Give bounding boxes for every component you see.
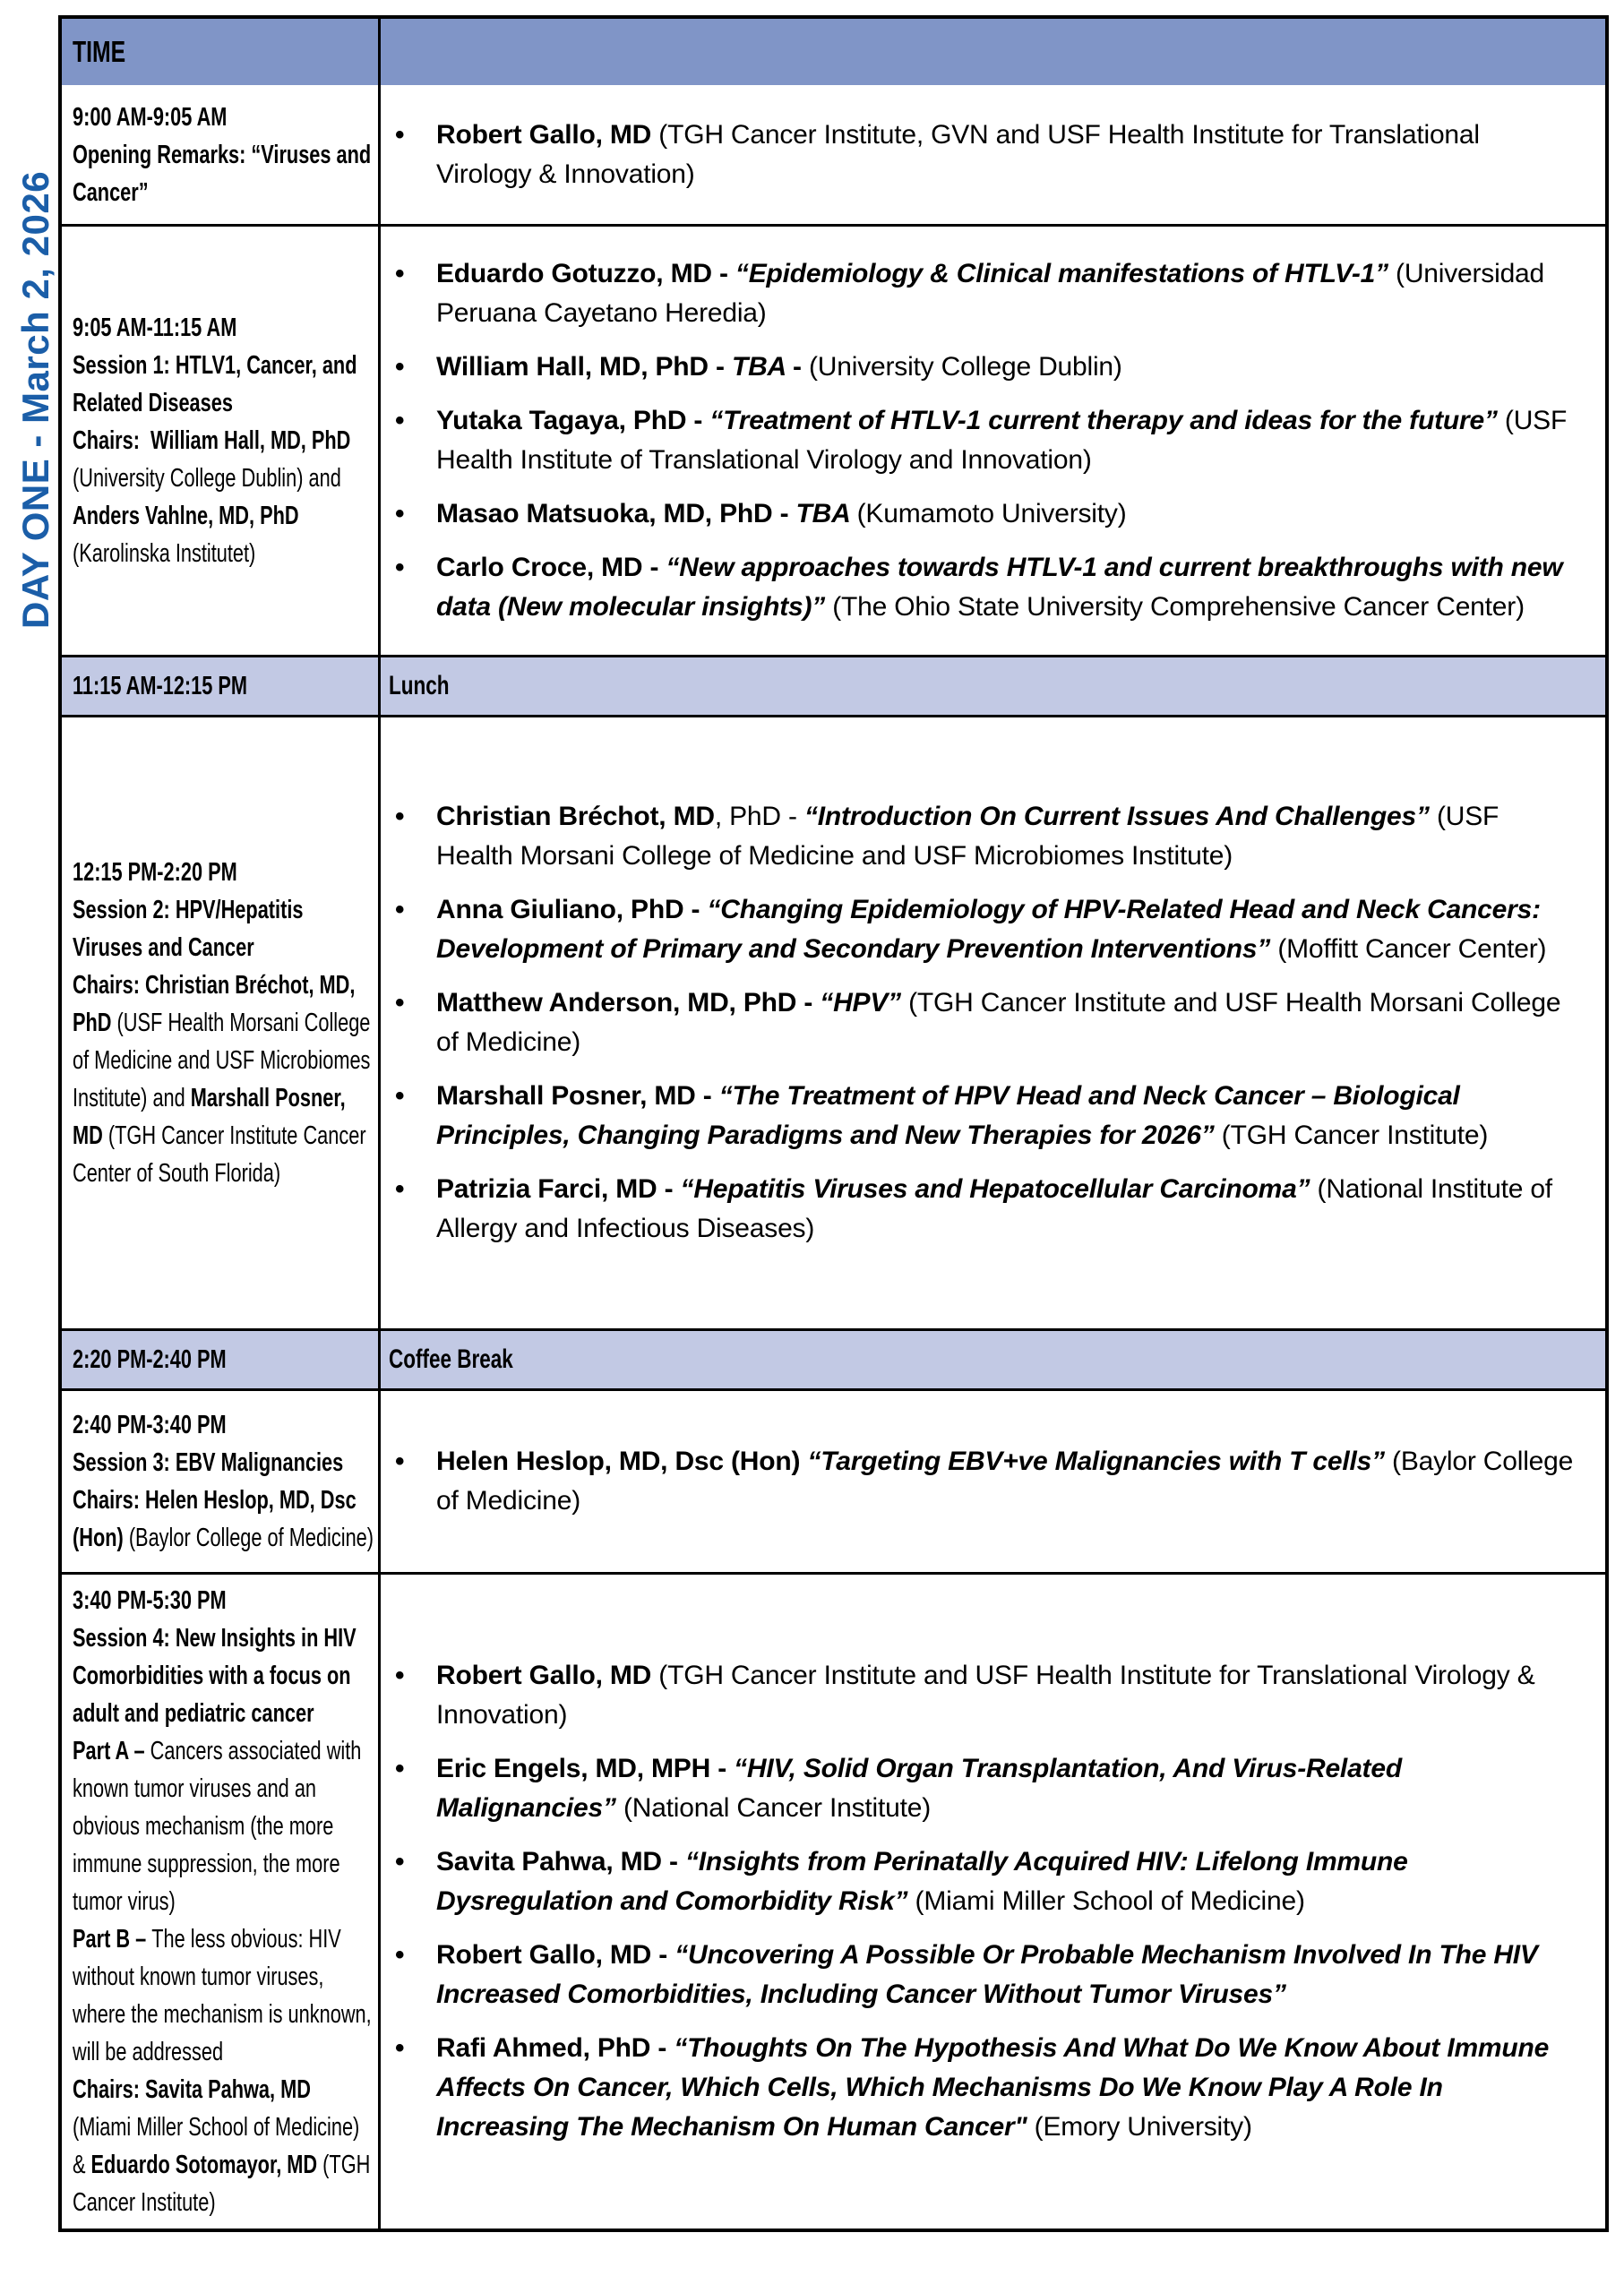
text-segment: “Treatment of HTLV-1 current therapy and ideas for the future” [709, 406, 1505, 435]
text-segment: Robert Gallo, MD [436, 119, 659, 150]
bullet-text [436, 1170, 1580, 1249]
text-segment: (USF Health Institute of Translational Virology and Innovation) [436, 406, 1568, 475]
bullet-marker: • [395, 988, 405, 1018]
time-cell-session4 [62, 1575, 381, 2229]
time-cell-coffee [62, 1331, 381, 1388]
speaker-list [381, 1656, 1580, 2147]
time-header-label: TIME [73, 35, 126, 68]
speaker-list [381, 797, 1580, 1249]
text-segment: Matthew Anderson, MD, PhD - [436, 988, 821, 1018]
time-paragraph [73, 1619, 374, 1732]
content-cell-session3 [381, 1391, 1605, 1572]
text-segment: “Insights from Perinatally Acquired HIV: Lifelong Immune Dysregulation and Comorbidity Risk” [436, 1847, 1408, 1916]
text-segment: Anna Giuliano, PhD - [436, 895, 708, 924]
bullet-item [381, 890, 1580, 969]
text-segment: Christian Bréchot, MD [436, 802, 715, 831]
text-segment: “Changing Epidemiology of HPV-Related Head and Neck Cancers: Development of Primary and Secondary Prevention Interventions” [436, 895, 1541, 964]
text-segment: TBA [795, 499, 857, 528]
text-segment: Eduardo Gotuzzo, MD - [436, 259, 735, 288]
bullet-text [436, 116, 1580, 194]
bullet-item [381, 1842, 1580, 1921]
text-segment: “HPV” [820, 988, 909, 1018]
time-text [73, 1406, 374, 1557]
table-row-coffee [62, 1328, 1605, 1388]
bullet-text [436, 1442, 1580, 1521]
bullet-item [381, 348, 1580, 387]
text-segment: 9:00 AM-9:05 AM [73, 102, 228, 132]
bullet-marker: • [395, 352, 405, 382]
text-segment: Helen Heslop, MD, Dsc (Hon) [436, 1447, 808, 1476]
text-segment: Eduardo Sotomayor, MD [90, 2151, 323, 2179]
text-segment: Rafi Ahmed, PhD - [436, 2033, 675, 2063]
text-segment: Savita Pahwa, MD - [436, 1847, 685, 1876]
text-segment: (National Institute of Allergy and Infectious Diseases) [436, 1174, 1552, 1243]
bullet-text [436, 983, 1580, 1062]
text-segment: (Karolinska Institutet) [73, 539, 256, 568]
time-cell-opening [62, 85, 381, 224]
time-paragraph [73, 1444, 374, 1481]
bullet-text [436, 1842, 1580, 1921]
time-paragraph [73, 422, 374, 572]
text-segment: 9:05 AM-11:15 AM [73, 313, 237, 342]
bullet-text [436, 1077, 1580, 1155]
table-row-lunch [62, 655, 1605, 715]
table-row-session4 [62, 1572, 1605, 2229]
text-segment: (University College Dublin) and [73, 464, 341, 493]
speaker-list [381, 116, 1580, 194]
time-paragraph [73, 1732, 374, 1920]
text-segment: , PhD - [714, 802, 804, 831]
text-segment: (TGH Cancer Institute, GVN and USF Health Institute for Translational Virology & Innovation) [436, 119, 1480, 189]
text-segment: (TGH Cancer Institute) [73, 2151, 371, 2217]
bullet-item [381, 2029, 1580, 2147]
bullet-marker: • [395, 1754, 405, 1783]
text-segment: “The Treatment of HPV Head and Neck Cancer – Biological Principles, Changing Paradigms and New Therapies for 2026” [436, 1081, 1460, 1150]
bullet-item [381, 797, 1580, 876]
bullet-marker: • [395, 802, 405, 831]
text-segment: “Thoughts On The Hypothesis And What Do We Know About Immune Affects On Cancer, Which Cells, Which Mechanisms Do We Know Play A Role In Increasing The Mechanism On Human Cancer" [436, 2033, 1550, 2142]
text-segment: (Moffitt Cancer Center) [1277, 934, 1547, 964]
bullet-marker: • [395, 1447, 405, 1476]
schedule-body [62, 85, 1605, 2229]
content-cell-coffee [381, 1331, 1605, 1388]
time-text [73, 99, 374, 211]
bullet-text [436, 494, 1580, 534]
text-segment: “Introduction On Current Issues And Challenges” [803, 802, 1437, 831]
bullet-marker: • [395, 406, 405, 435]
bullet-item [381, 1936, 1580, 2014]
text-segment: Session 3: EBV Malignancies [73, 1448, 344, 1477]
content-cell-session4 [381, 1575, 1605, 2229]
text-segment: Yutaka Tagaya, PhD - [436, 406, 710, 435]
text-segment: (Emory University) [1034, 2112, 1252, 2142]
text-segment: “Hepatitis Viruses and Hepatocellular Carcinoma” [680, 1174, 1318, 1204]
bullet-marker: • [395, 1661, 405, 1690]
time-text [73, 1582, 374, 2221]
text-segment: 12:15 PM-2:20 PM [73, 858, 237, 887]
text-segment: 3:40 PM-5:30 PM [73, 1586, 227, 1615]
text-segment: - [793, 352, 809, 382]
bullet-item [381, 983, 1580, 1062]
table-row-session1 [62, 224, 1605, 655]
text-segment: The less obvious: HIV without known tumor viruses, where the mechanism is unknown, will be addressed [73, 1925, 372, 2066]
text-segment: Carlo Croce, MD - [436, 553, 666, 582]
text-segment: 2:20 PM-2:40 PM [73, 1345, 227, 1374]
time-text [73, 667, 374, 705]
table-header-row [62, 19, 1605, 85]
bullet-marker: • [395, 1081, 405, 1111]
time-paragraph [73, 1582, 374, 1619]
time-paragraph [73, 309, 374, 347]
break-label-coffee: Coffee Break [389, 1344, 513, 1374]
bullet-marker: • [395, 553, 405, 582]
text-segment: William Hall, MD, PhD - [436, 352, 732, 382]
bullet-text [436, 2029, 1580, 2147]
schedule-table [58, 15, 1609, 2232]
text-segment: 2:40 PM-3:40 PM [73, 1411, 227, 1439]
text-segment: Chairs: Savita Pahwa, MD [73, 2075, 311, 2104]
bullet-text [436, 254, 1580, 333]
text-segment: 11:15 AM-12:15 PM [73, 672, 248, 700]
text-segment: “Uncovering A Possible Or Probable Mechanism Involved In The HIV Increased Comorbidities, Including Cancer Without Tumor Viruses” [436, 1940, 1538, 2009]
text-segment: Chairs: Helen Heslop, MD, Dsc (Hon) [73, 1486, 357, 1552]
bullet-item [381, 1656, 1580, 1735]
text-segment: (National Cancer Institute) [623, 1793, 932, 1823]
text-segment: (USF Health Morsani College of Medicine and USF Microbiomes Institute) and [73, 1009, 371, 1112]
bullet-text [436, 548, 1580, 627]
bullet-marker: • [395, 1940, 405, 1970]
text-segment: (TGH Cancer Institute) [1221, 1121, 1489, 1150]
content-cell-session2 [381, 717, 1605, 1328]
time-paragraph [73, 1920, 374, 2071]
bullet-item [381, 494, 1580, 534]
header-content-cell [381, 19, 1605, 85]
text-segment: “New approaches towards HTLV-1 and current breakthroughs with new data (New molecular insights)” [436, 553, 1563, 622]
bullet-text [436, 1656, 1580, 1735]
bullet-text [436, 401, 1580, 480]
time-paragraph [73, 1341, 374, 1378]
text-segment: (The Ohio State University Comprehensive Cancer Center) [832, 592, 1525, 622]
text-segment: (Baylor College of Medicine) [128, 1524, 374, 1552]
content-cell-lunch [381, 657, 1605, 715]
day-banner: DAY ONE - March 2, 2026 [14, 170, 56, 629]
bullet-marker: • [395, 2033, 405, 2063]
bullet-marker: • [395, 499, 405, 528]
text-segment: (Kumamoto University) [856, 499, 1127, 528]
bullet-text [436, 348, 1580, 387]
time-cell-session2 [62, 717, 381, 1328]
speaker-list [381, 1442, 1580, 1521]
time-paragraph [73, 891, 374, 966]
bullet-item [381, 548, 1580, 627]
text-segment: Chairs: William Hall, MD, PhD [73, 426, 351, 455]
bullet-item [381, 116, 1580, 194]
time-cell-session3 [62, 1391, 381, 1572]
time-text [73, 854, 374, 1192]
bullet-marker: • [395, 1847, 405, 1876]
text-segment: Part B – [73, 1925, 152, 1954]
text-segment: (Universidad Peruana Cayetano Heredia) [436, 259, 1545, 328]
speaker-list [381, 254, 1580, 627]
time-paragraph [73, 2071, 374, 2221]
text-segment: Session 2: HPV/Hepatitis Viruses and Cancer [73, 896, 304, 962]
bullet-marker: • [395, 119, 405, 150]
table-row-session2 [62, 715, 1605, 1328]
bullet-item [381, 1749, 1580, 1828]
bullet-text [436, 890, 1580, 969]
time-text [73, 309, 374, 572]
time-paragraph [73, 136, 374, 211]
bullet-marker: • [395, 1174, 405, 1204]
bullet-marker: • [395, 895, 405, 924]
text-segment: Chairs: Christian Bréchot, MD, PhD [73, 971, 356, 1037]
bullet-marker: • [395, 259, 405, 288]
time-paragraph [73, 854, 374, 891]
text-segment: Masao Matsuoka, MD, PhD - [436, 499, 796, 528]
time-paragraph [73, 347, 374, 422]
text-segment: Patrizia Farci, MD - [436, 1174, 681, 1204]
time-paragraph [73, 1406, 374, 1444]
text-segment: Robert Gallo, MD - [436, 1940, 675, 1970]
bullet-item [381, 1442, 1580, 1521]
text-segment: (Miami Miller School of Medicine) [915, 1886, 1305, 1916]
break-label-lunch: Lunch [389, 671, 450, 700]
bullet-item [381, 254, 1580, 333]
time-cell-lunch [62, 657, 381, 715]
text-segment: Eric Engels, MD, MPH - [436, 1754, 735, 1783]
text-segment: (USF Health Morsani College of Medicine and USF Microbiomes Institute) [436, 802, 1499, 871]
text-segment: Session 4: New Insights in HIV Comorbidities with a focus on adult and pediatric cancer [73, 1624, 357, 1728]
text-segment: TBA [731, 352, 794, 382]
text-segment: (Miami Miller School of Medicine) & [73, 2113, 360, 2179]
content-cell-session1 [381, 227, 1605, 655]
bullet-item [381, 401, 1580, 480]
bullet-text [436, 1749, 1580, 1828]
text-segment: “Epidemiology & Clinical manifestations of HTLV-1” [735, 259, 1396, 288]
text-segment: (University College Dublin) [808, 352, 1122, 382]
bullet-item [381, 1077, 1580, 1155]
bullet-text [436, 797, 1580, 876]
text-segment: Robert Gallo, MD [436, 1661, 659, 1690]
text-segment: “Targeting EBV+ve Malignancies with T cells” [807, 1447, 1393, 1476]
time-paragraph [73, 667, 374, 705]
table-row-session3 [62, 1388, 1605, 1572]
text-segment: (TGH Cancer Institute Cancer Center of South Florida) [73, 1121, 366, 1188]
time-paragraph [73, 1481, 374, 1557]
table-row-opening [62, 85, 1605, 224]
time-paragraph [73, 99, 374, 136]
time-text [73, 1341, 374, 1378]
time-header-cell [62, 19, 381, 85]
bullet-text [436, 1936, 1580, 2014]
text-segment: (Baylor College of Medicine) [436, 1447, 1574, 1516]
text-segment: Opening Remarks: “Viruses and Cancer” [73, 140, 372, 207]
text-segment: Part A – [73, 1737, 150, 1765]
text-segment: “HIV, Solid Organ Transplantation, And Virus-Related Malignancies” [436, 1754, 1402, 1823]
text-segment: Cancers associated with known tumor viruses and an obvious mechanism (the more immune suppression, the more tumor virus) [73, 1737, 362, 1916]
text-segment: (TGH Cancer Institute and USF Health Morsani College of Medicine) [436, 988, 1561, 1057]
text-segment: Marshall Posner, MD [73, 1084, 346, 1150]
time-cell-session1 [62, 227, 381, 655]
text-segment: Anders Vahlne, MD, PhD [73, 502, 299, 530]
time-paragraph [73, 966, 374, 1192]
bullet-item [381, 1170, 1580, 1249]
text-segment: Marshall Posner, MD - [436, 1081, 719, 1111]
content-cell-opening [381, 85, 1605, 224]
text-segment: Session 1: HTLV1, Cancer, and Related Diseases [73, 351, 357, 417]
text-segment: (TGH Cancer Institute and USF Health Institute for Translational Virology & Innovation) [436, 1661, 1535, 1730]
